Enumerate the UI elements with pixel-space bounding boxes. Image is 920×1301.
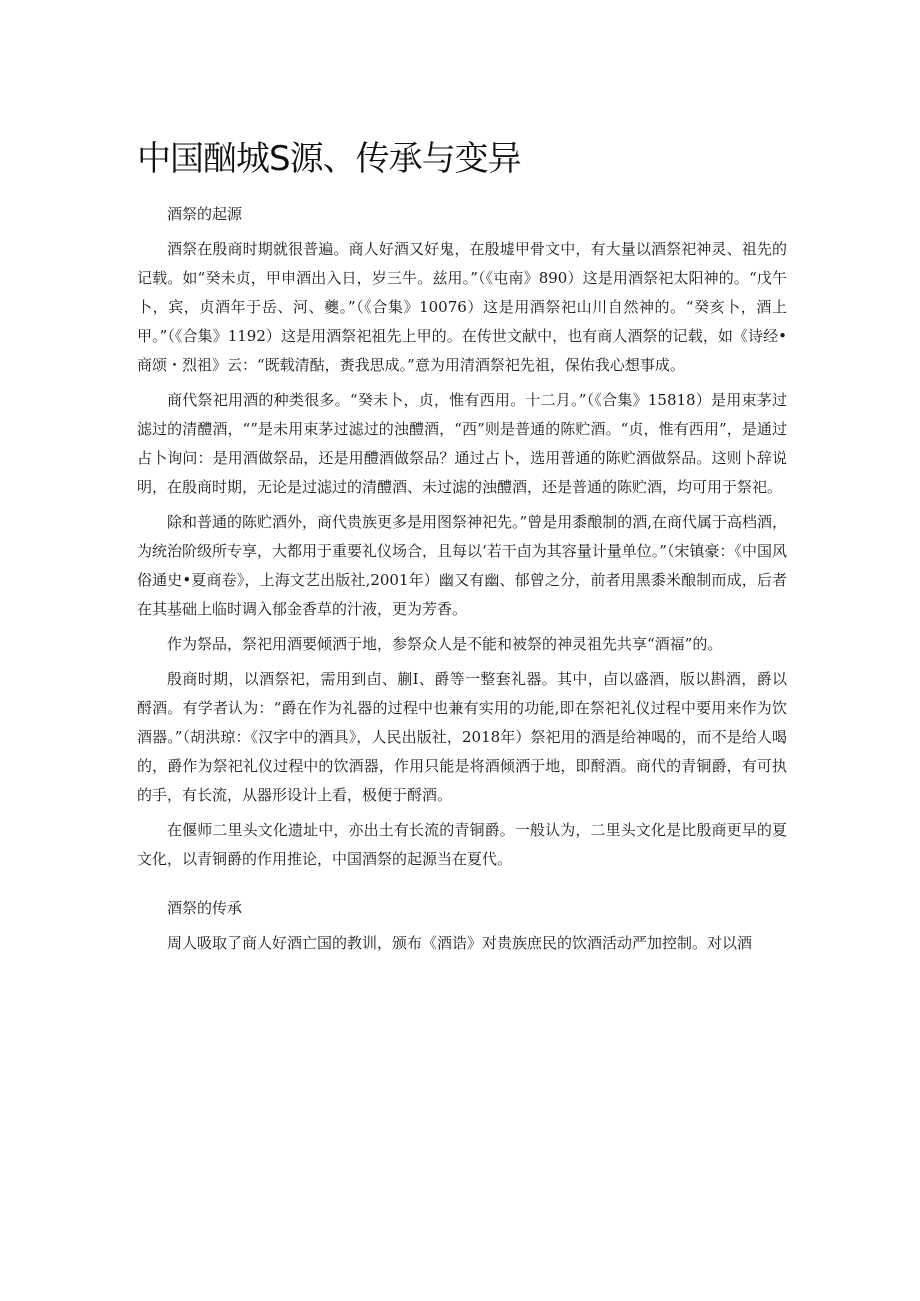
paragraph: 周人吸取了商人好酒亡国的教训，颁布《酒诰》对贵族庶民的饮酒活动严加控制。对以酒 xyxy=(167,934,753,952)
paragraph: 作为祭品，祭祀用酒要倾洒于地，参祭众人是不能和被祭的神灵祖先共享“酒福”的。 xyxy=(167,635,723,653)
document-title: 中国酗城S源、传承与变异 xyxy=(137,139,521,179)
section-heading-origin: 酒祭的起源 xyxy=(167,205,243,223)
document-body xyxy=(137,200,787,958)
paragraph: 酒祭在殷商时期就很普遍。商人好酒又好鬼，在殷墟甲骨文中，有大量以酒祭祀神灵、祖先的记载。如“癸未贞，甲申酒出入日，岁三牛。兹用。”（《屯南》890）这是用酒祭祀太阳神的。“戊午卜，宾，贞酒年于岳、河、夔。”（《合集》10076）这是用酒祭祀山川自然神的。“癸亥卜，酒上甲。”（《合集》1192）这是用酒祭祀祖先上甲的。在传世文献中，也有商人酒祭的记载，如《诗经•商颂・烈祖》云：“既载清酤，赉我思成。”意为用清酒祭祀先祖，保佑我心想事成。 xyxy=(137,240,787,374)
paragraph: 在偃师二里头文化遗址中，亦出土有长流的青铜爵。一般认为，二里头文化是比殷商更早的夏文化，以青铜爵的作用推论，中国酒祭的起源当在夏代。 xyxy=(137,821,787,868)
paragraph: 除和普通的陈贮酒外，商代贵族更多是用图祭神祀先。”曾是用黍酿制的酒,在商代属于高档酒，为统治阶级所专享，大都用于重要礼仪场合，且每以‘若干卣为其容量计量单位。”（宋镇豪：《中国风俗通史•夏商卷》，上海文艺出版社,2001年）幽又有幽、郁曾之分，前者用黑黍米酿制而成，后者在其基础上临时调入郁金香草的汁液，更为芳香。 xyxy=(137,513,787,618)
paragraph: 殷商时期，以酒祭祀，需用到卣、蒯I、爵等一整套礼器。其中，卣以盛酒，版以斟酒，爵以酹酒。有学者认为：“爵在作为礼器的过程中也兼有实用的功能,即在祭祀礼仪过程中要用来作为饮酒器。”（胡洪琼：《汉字中的酒具》，人民出版社，2018年）祭祀用的酒是给神喝的，而不是给人喝的，爵作为祭祀礼仪过程中的饮酒器，作用只能是将酒倾洒于地，即酹酒。商代的青铜爵，有可执的手，有长流，从器形设计上看，极便于酹酒。 xyxy=(137,670,787,804)
paragraph: 商代祭祀用酒的种类很多。“癸未卜，贞，惟有西用。十二月。”（《合集》15818）是用束茅过滤过的清醴酒，“”是未用束茅过滤过的浊醴酒，“西”则是普通的陈贮酒。“贞，惟有西用”，是通过占卜询问：是用酒做祭品，还是用醴酒做祭品？通过占卜，选用普通的陈贮酒做祭品。这则卜辞说明，在殷商时期，无论是过滤过的清醴酒、未过滤的浊醴酒，还是普通的陈贮酒，均可用于祭祀。 xyxy=(137,391,787,496)
section-heading-inheritance: 酒祭的传承 xyxy=(167,899,243,917)
